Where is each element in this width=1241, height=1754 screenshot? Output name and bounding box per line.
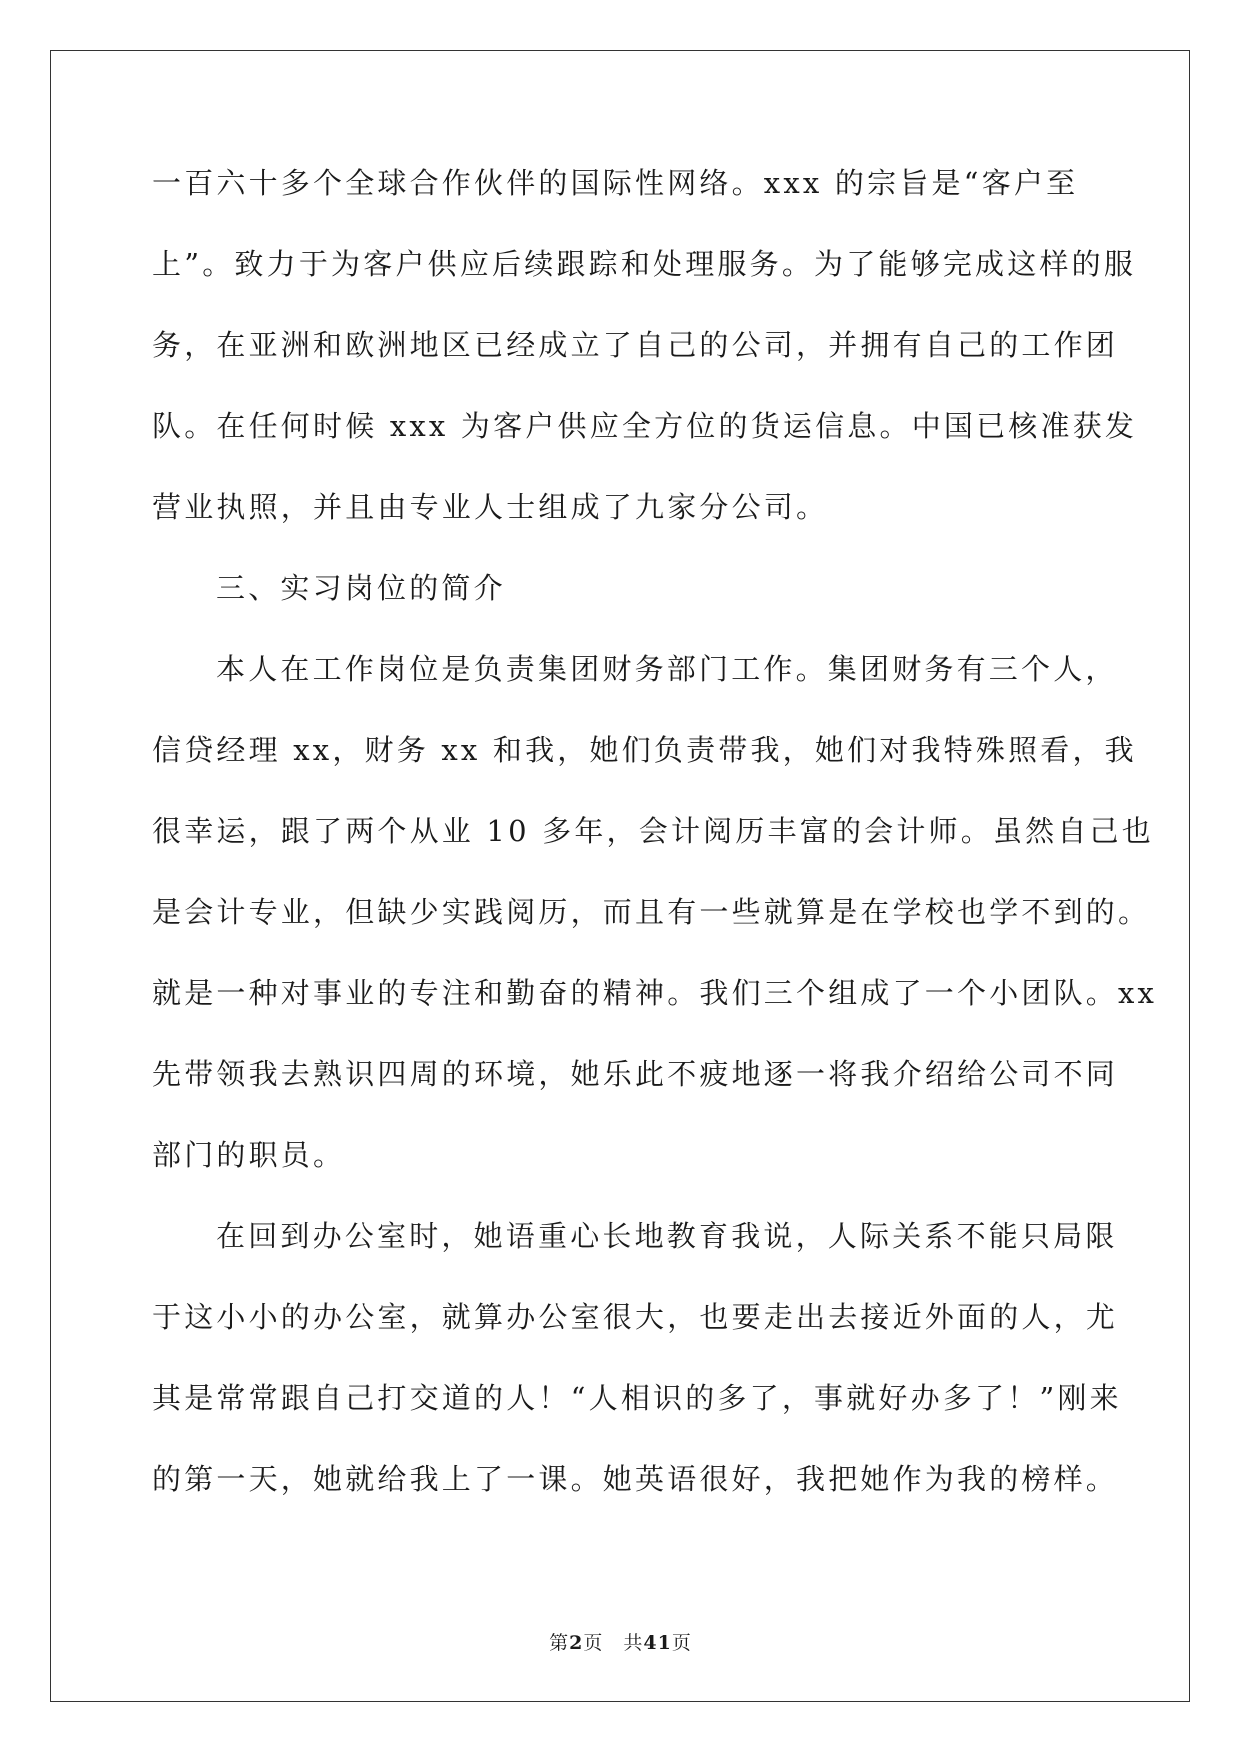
paragraph-line: 一百六十多个全球合作伙伴的国际性网络。xxx 的宗旨是“客户至 (152, 166, 1079, 200)
total-prefix: 共 (623, 1632, 644, 1654)
paragraph-line: 就是一种对事业的专注和勤奋的精神。我们三个组成了一个小团队。xx (152, 976, 1158, 1010)
paragraph-line: 其是常常跟自己打交道的人！“人相识的多了，事就好办多了！”刚来 (152, 1381, 1122, 1415)
paragraph-line: 部门的职员。 (152, 1138, 346, 1172)
paragraph-line: 务，在亚洲和欧洲地区已经成立了自己的公司，并拥有自己的工作团 (152, 328, 1119, 362)
paragraph-line: 信贷经理 xx，财务 xx 和我，她们负责带我，她们对我特殊照看，我 (152, 733, 1137, 767)
total-pages: 41 (643, 1632, 672, 1654)
paragraph-line: 在回到办公室时，她语重心长地教育我说，人际关系不能只局限 (216, 1219, 1118, 1253)
page-suffix: 页 (583, 1632, 604, 1654)
paragraph-line: 先带领我去熟识四周的环境，她乐此不疲地逐一将我介绍给公司不同 (152, 1057, 1119, 1091)
page-prefix: 第 (549, 1632, 570, 1654)
total-suffix: 页 (671, 1632, 692, 1654)
paragraph-line: 于这小小的办公室，就算办公室很大，也要走出去接近外面的人，尤 (152, 1300, 1119, 1334)
paragraph-line: 营业执照，并且由专业人士组成了九家分公司。 (152, 490, 829, 524)
section-heading: 三、实习岗位的简介 (216, 571, 506, 605)
paragraph-line: 队。在任何时候 xxx 为客户供应全方位的货运信息。中国已核准获发 (152, 409, 1138, 443)
paragraph-line: 的第一天，她就给我上了一课。她英语很好，我把她作为我的榜样。 (152, 1462, 1119, 1496)
page-footer (0, 1628, 1241, 1655)
paragraph-line: 是会计专业，但缺少实践阅历，而且有一些就算是在学校也学不到的。 (152, 895, 1151, 929)
paragraph-line: 本人在工作岗位是负责集团财务部门工作。集团财务有三个人， (216, 652, 1118, 686)
page-number: 2 (569, 1632, 584, 1654)
paragraph-line: 很幸运，跟了两个从业 10 多年，会计阅历丰富的会计师。虽然自己也 (152, 814, 1154, 848)
paragraph-line: 上”。致力于为客户供应后续跟踪和处理服务。为了能够完成这样的服 (152, 247, 1137, 281)
document-body (152, 160, 1158, 1537)
